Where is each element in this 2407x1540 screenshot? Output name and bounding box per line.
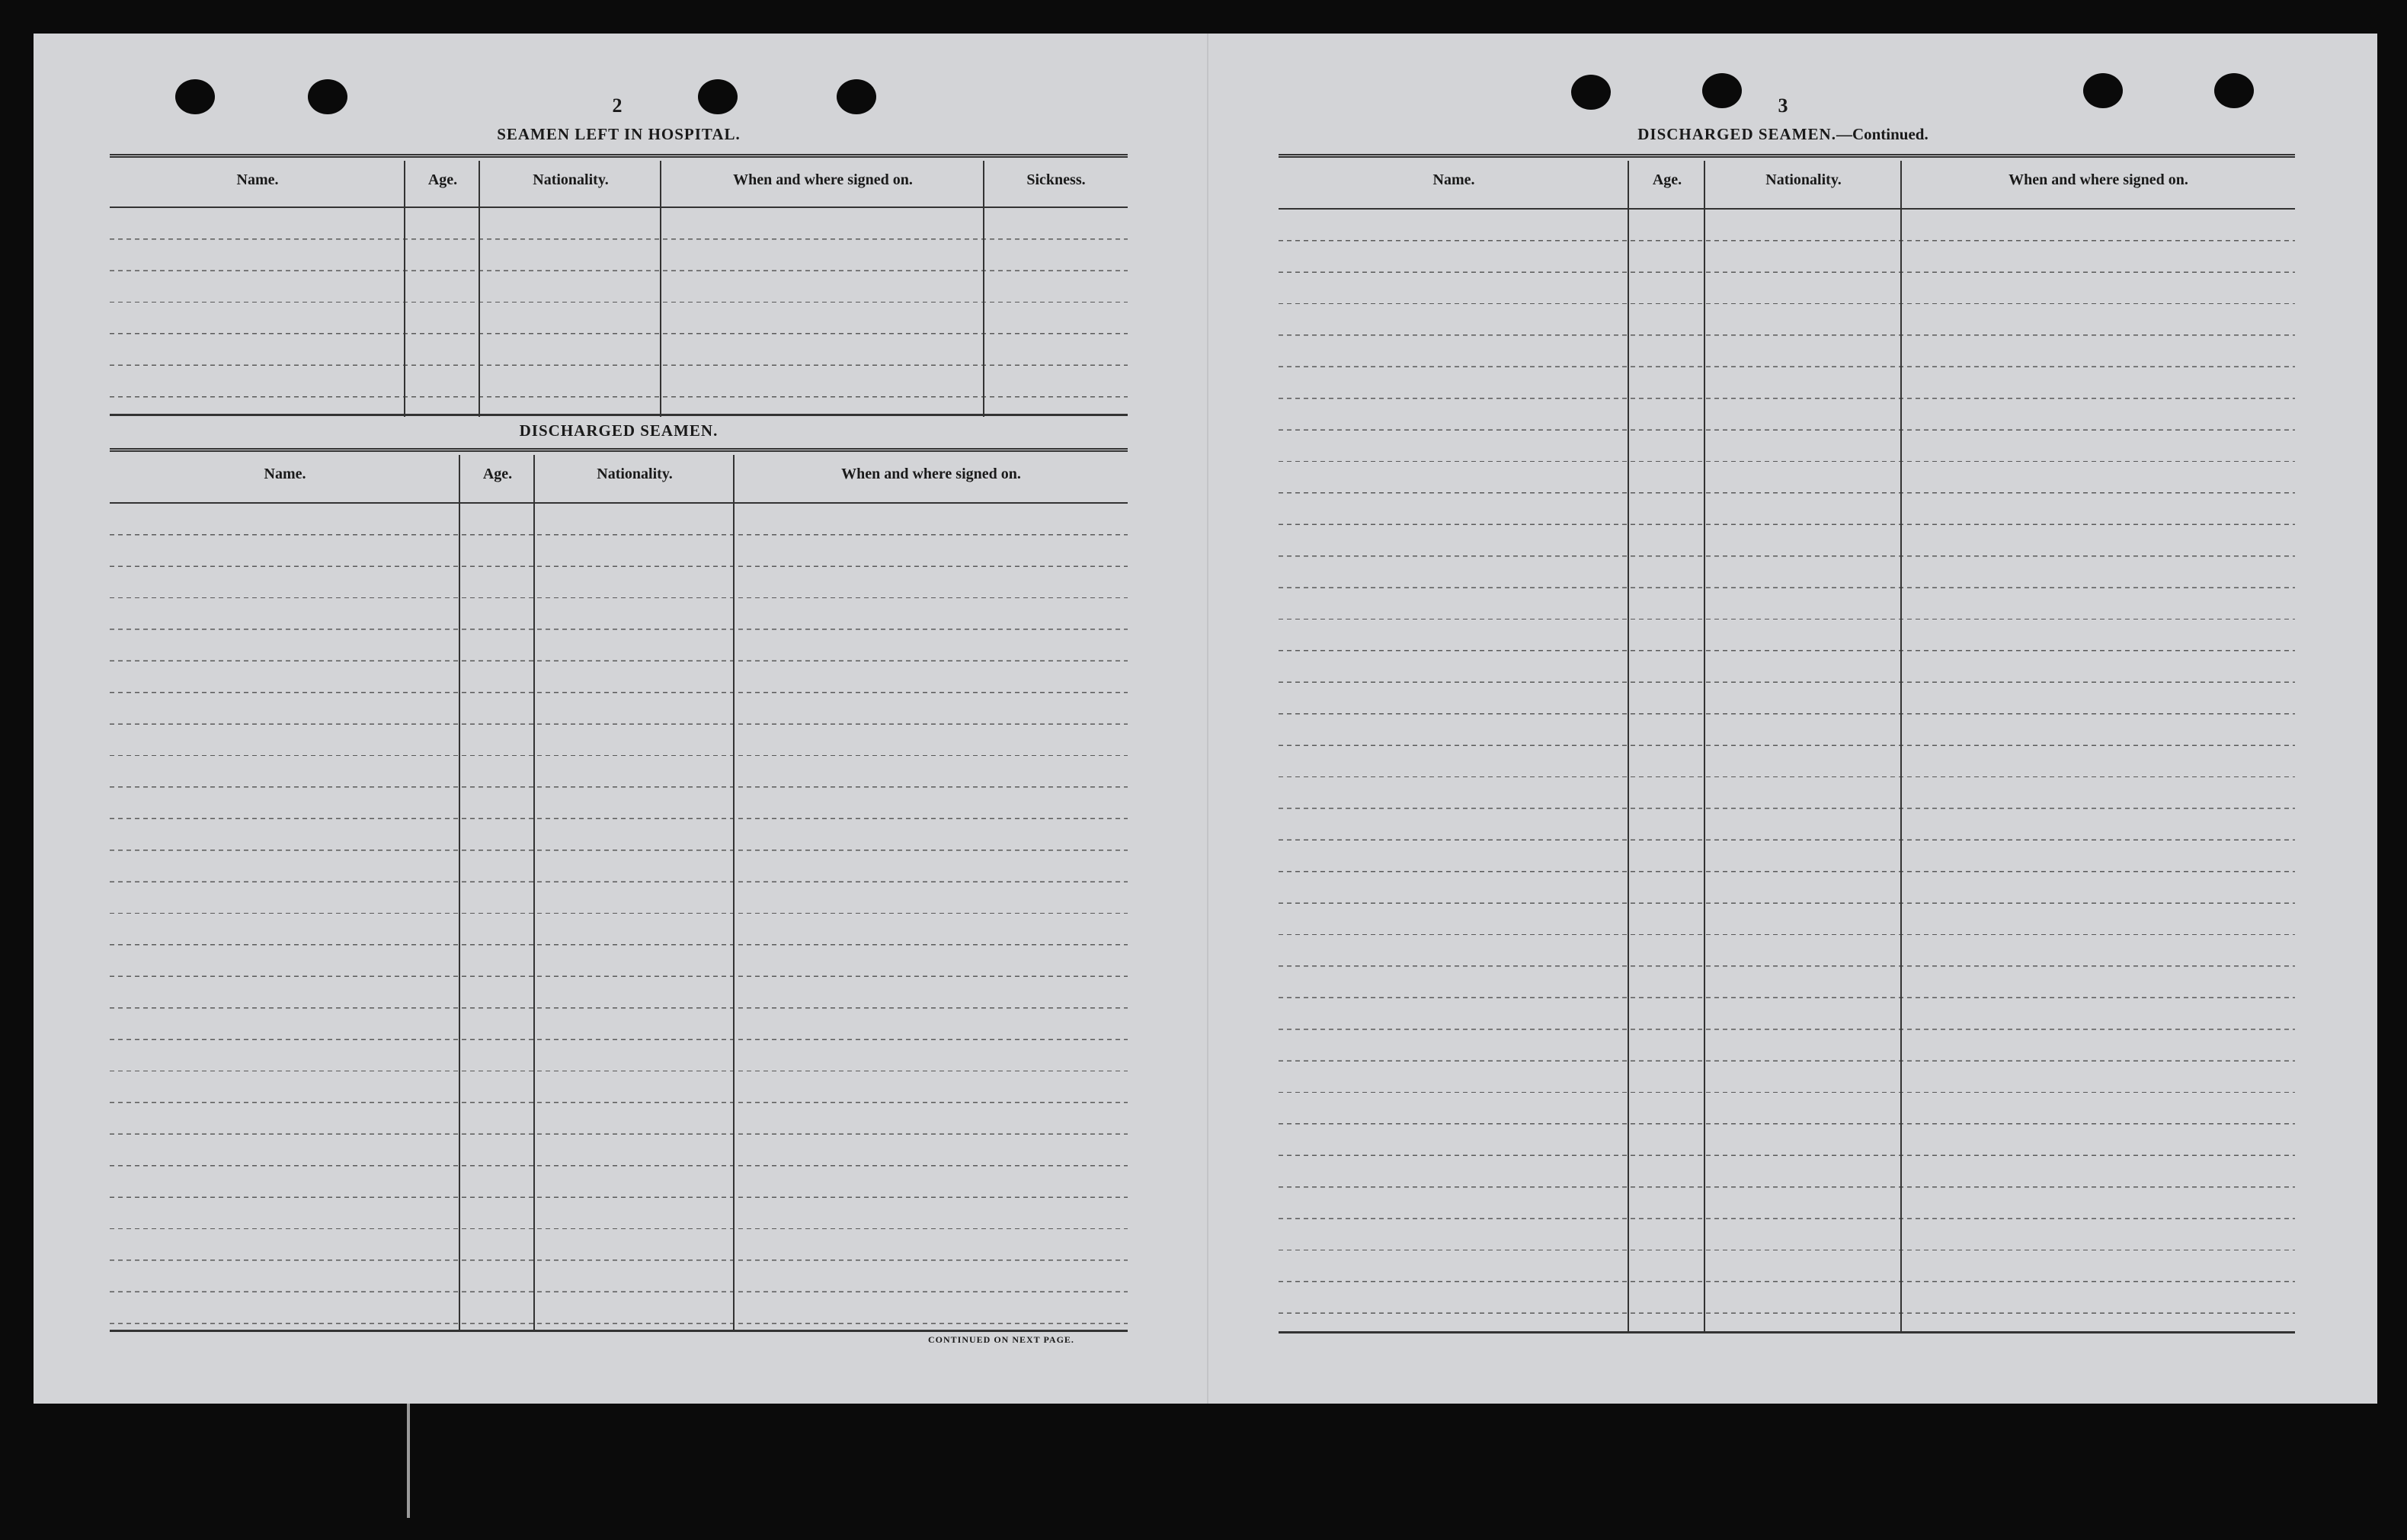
continued-on-next-page: CONTINUED ON NEXT PAGE. bbox=[928, 1334, 1074, 1345]
page-number-right: 3 bbox=[1778, 94, 1788, 117]
column-header-signed-on: When and where signed on. bbox=[733, 171, 913, 188]
punch-hole bbox=[308, 79, 347, 114]
discharged-section-title-left: DISCHARGED SEAMEN. bbox=[519, 421, 719, 440]
column-header-nationality: Nationality. bbox=[533, 171, 609, 188]
punch-hole bbox=[2083, 73, 2123, 108]
page-fold bbox=[1207, 34, 1208, 1404]
discharged-table-right bbox=[1279, 154, 2295, 1334]
punch-hole bbox=[1702, 73, 1742, 108]
column-divider bbox=[459, 455, 460, 1331]
punch-hole bbox=[698, 79, 738, 114]
column-header-signed-on: When and where signed on. bbox=[2009, 171, 2188, 188]
punch-hole bbox=[1571, 75, 1611, 110]
continued-suffix: —Continued. bbox=[1836, 125, 1928, 143]
column-divider bbox=[479, 161, 480, 417]
hospital-table-bottom-rule bbox=[110, 414, 1128, 416]
discharged-table-left-bottom-rule bbox=[110, 1330, 1128, 1332]
column-header-nationality: Nationality. bbox=[597, 466, 673, 482]
hospital-table-header bbox=[110, 158, 1128, 208]
column-header-name: Name. bbox=[264, 466, 306, 482]
column-header-name: Name. bbox=[236, 171, 279, 188]
paper-tear bbox=[407, 1404, 410, 1518]
discharged-table-right-bottom-rule bbox=[1279, 1331, 2295, 1333]
column-divider bbox=[733, 455, 735, 1331]
hospital-section-title: SEAMEN LEFT IN HOSPITAL. bbox=[497, 125, 741, 143]
discharged-title-right: DISCHARGED SEAMEN. bbox=[1637, 125, 1836, 143]
discharged-table-left bbox=[110, 448, 1128, 1333]
column-header-age: Age. bbox=[427, 171, 458, 188]
hospital-table-rows bbox=[110, 208, 1128, 417]
column-divider bbox=[1628, 161, 1629, 1333]
column-header-name: Name. bbox=[1432, 171, 1475, 188]
discharged-table-left-header bbox=[110, 452, 1128, 504]
column-divider bbox=[1704, 161, 1705, 1333]
punch-hole bbox=[175, 79, 215, 114]
page-number-left: 2 bbox=[612, 94, 623, 117]
column-header-age: Age. bbox=[482, 466, 513, 482]
discharged-section-title-right bbox=[1554, 125, 2012, 144]
hospital-table bbox=[110, 154, 1128, 417]
column-divider bbox=[660, 161, 661, 417]
column-divider bbox=[1900, 161, 1902, 1333]
punch-hole bbox=[837, 79, 876, 114]
column-divider bbox=[404, 161, 405, 417]
discharged-table-right-header bbox=[1279, 158, 2295, 210]
column-header-sickness: Sickness. bbox=[1026, 171, 1086, 188]
punch-hole bbox=[2214, 73, 2254, 108]
discharged-table-right-rows bbox=[1279, 210, 2295, 1330]
discharged-table-left-rows bbox=[110, 504, 1128, 1327]
column-divider bbox=[533, 455, 535, 1331]
column-header-age: Age. bbox=[1652, 171, 1682, 188]
column-divider bbox=[983, 161, 984, 417]
column-header-nationality: Nationality. bbox=[1765, 171, 1842, 188]
column-header-signed-on: When and where signed on. bbox=[841, 466, 1021, 482]
